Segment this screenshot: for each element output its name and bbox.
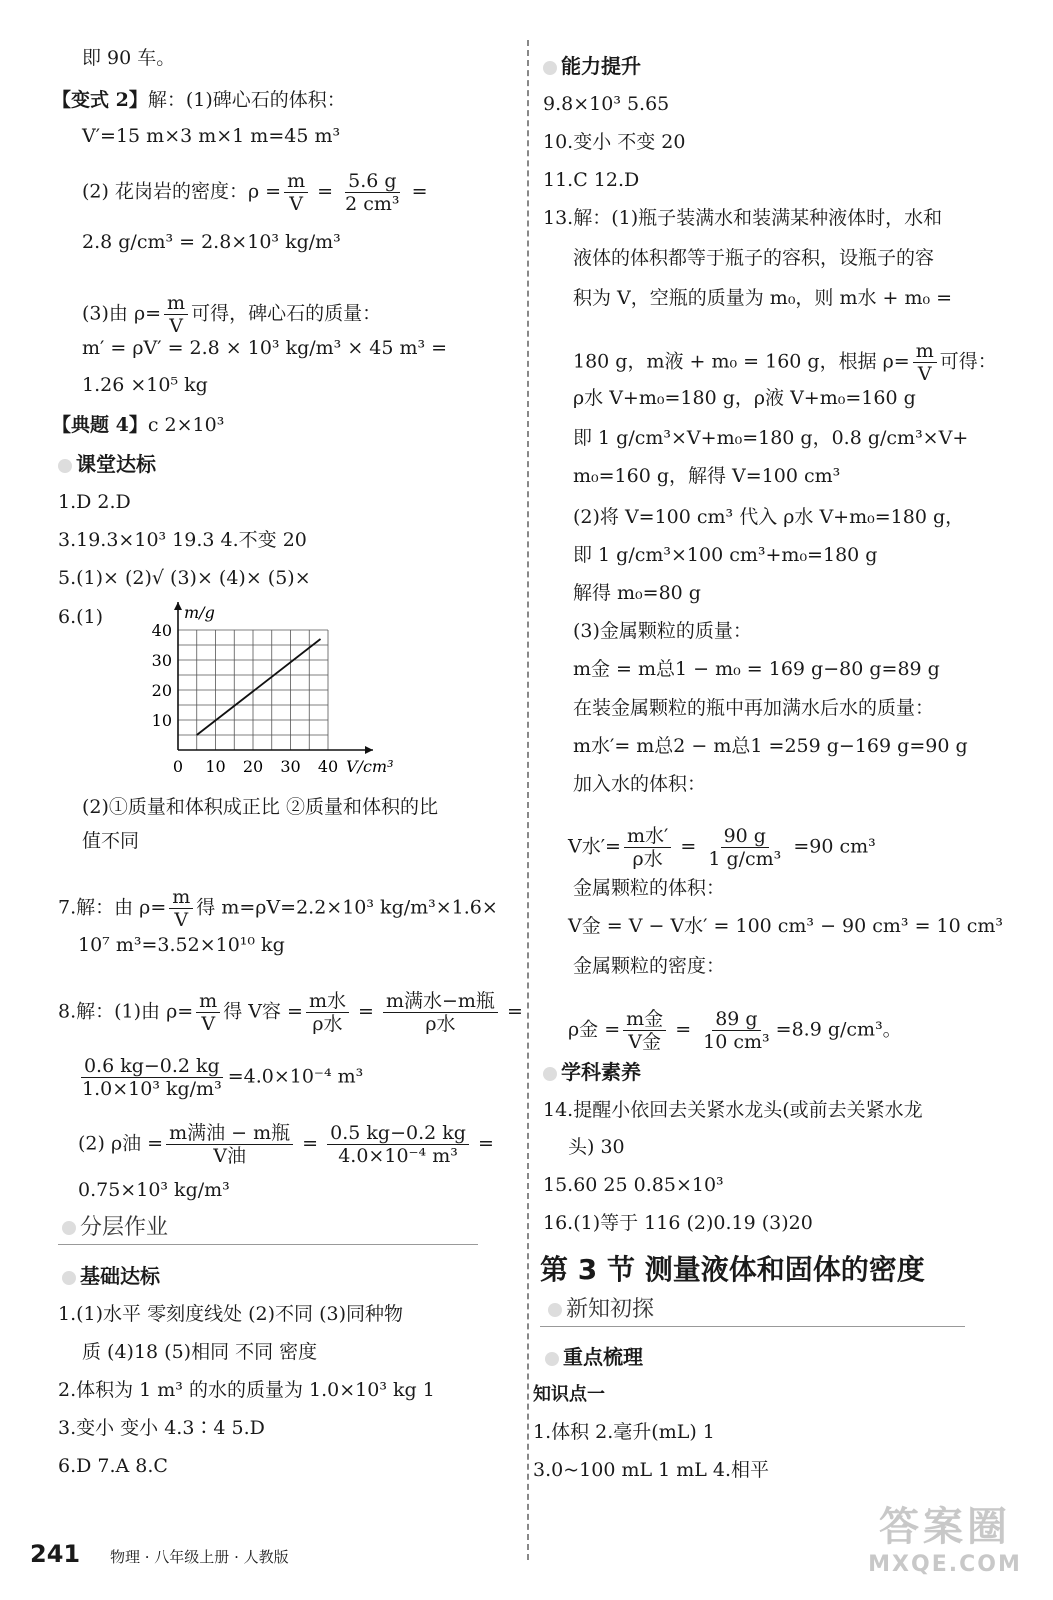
divider-rule [58, 1244, 478, 1245]
section-heading: 基础达标 [62, 1264, 160, 1288]
answer-line: 1.26 ×10⁵ kg [82, 374, 208, 396]
answer-line: m₀=160 g，解得 V=100 cm³ [573, 465, 841, 487]
y-tick-label: 40 [151, 621, 172, 640]
answer-text: 可得，碑心石的质量： [191, 302, 382, 325]
answer-line: 9.8×10³ 5.65 [543, 93, 670, 115]
section-heading: 课堂达标 [58, 452, 156, 476]
answer-line [82, 292, 381, 337]
answer-line: 加入水的体积： [573, 773, 707, 795]
heading-bullet-icon [548, 1303, 562, 1317]
knowledge-point-label: 知识点一 [533, 1384, 605, 1405]
x-axis-arrow-icon [365, 746, 373, 754]
answer-text: (2) 花岗岩的密度：ρ = [82, 180, 282, 203]
y-tick-label: 30 [151, 651, 172, 670]
answer-line: 金属颗粒的体积： [573, 877, 726, 899]
x-tick-label: 30 [280, 757, 301, 776]
answer-line: V金 = V − V水′ = 100 cm³ − 90 cm³ = 10 cm³ [568, 915, 1004, 937]
answer-line: 14.提醒小依回去关紧水龙头(或前去关紧水龙 [543, 1099, 923, 1121]
fraction: $\frac{m}{V}$ [196, 990, 220, 1035]
answer-line: $\frac{0.6 kg-0.2 kg}{\text{1.0×10³ kg/m³}}$ =4.0×10⁻⁴ m³ [76, 1055, 363, 1100]
answer-line: V′=15 m×3 m×1 m=45 m³ [82, 125, 341, 147]
section-heading: 重点梳理 [545, 1345, 643, 1369]
section-banner: 新知初探 [548, 1292, 654, 1323]
answer-line: 即 1 g/cm³×V+m₀=180 g，0.8 g/cm³×V+ [573, 427, 969, 449]
answer-line: 0.75×10³ kg/m³ [78, 1179, 230, 1201]
answer-line: 13.解：(1)瓶子装满水和装满某种液体时，水和 [543, 207, 943, 229]
mass-volume-chart [140, 598, 400, 783]
answer-line: 2.体积为 1 m³ 的水的质量为 1.0×10³ kg 1 [58, 1379, 435, 1401]
heading-bullet-icon [545, 1352, 559, 1366]
answer-line: 6.(1) [58, 606, 104, 628]
answer-line: 1.(1)水平 零刻度线处 (2)不同 (3)同种物 [58, 1303, 403, 1325]
heading-bullet-icon [543, 61, 557, 75]
fraction: $\frac{m}{V}$ [169, 886, 193, 931]
answer-line: 10⁷ m³=3.52×10¹⁰ kg [78, 934, 285, 956]
section-banner: 分层作业 [62, 1210, 168, 1241]
answer-line: 3.变小 变小 4.3∶4 5.D [58, 1417, 265, 1439]
answer-line: 积为 V，空瓶的质量为 m₀，则 m水 + m₀ = [573, 287, 953, 309]
variant-label: 【变式 2】 [52, 89, 148, 111]
heading-bullet-icon [543, 1067, 557, 1081]
x-tick-label: 0 [172, 757, 184, 776]
answer-line: ρ金 = $\frac{\text{m金}}{\text{V金}}$ = $\frac{89 g}{\text{10 cm³}}$ =8.9 g/cm³。 [568, 1008, 902, 1053]
answer-line: m金 = m总1 − m₀ = 169 g−80 g=89 g [573, 658, 940, 680]
answer-line: 3.0~100 mL 1 mL 4.相平 [533, 1459, 770, 1481]
fraction: $\frac{0.5 kg-0.2 kg}{\text{4.0×10⁻⁴ m³}}$ [327, 1122, 469, 1167]
fraction: $\frac{\text{m水′}}{\text{ρ水}}$ [624, 825, 671, 870]
answer-line: (2)将 V=100 cm³ 代入 ρ水 V+m₀=180 g， [573, 506, 965, 528]
answer-line: (2) 花岗岩的密度：ρ = $\frac{m}{V}$ = $\frac{5.6 g}{\text{2 cm³}}$ = [82, 170, 428, 215]
answer-line: 180 g，m液 + m₀ = 160 g，根据 ρ= $\frac{m}{V}$ 可得： [573, 340, 997, 385]
answer-line: m水′= m总2 − m总1 =259 g−169 g=90 g [573, 735, 968, 757]
y-tick-label: 20 [151, 681, 172, 700]
x-tick-label: 10 [205, 757, 226, 776]
answer-line: (2)①质量和体积成正比 ②质量和体积的比 [82, 796, 438, 818]
answer-line: 10.变小 不变 20 [543, 131, 686, 153]
divider-rule [540, 1326, 965, 1327]
answer-line: V水′= $\frac{\text{m水′}}{\text{ρ水}}$ = $\frac{90 g}{\text{1 g/cm³}}$ =90 cm³ [568, 825, 876, 870]
y-tick-label: 10 [151, 711, 172, 730]
answer-line: 1.D 2.D [58, 491, 131, 513]
answer-line: 11.C 12.D [543, 169, 640, 191]
heading-bullet-icon [62, 1271, 76, 1285]
answer-text: c 2×10³ [147, 414, 225, 436]
fraction: $\frac{m}{V}$ [164, 292, 188, 337]
fraction: $\frac{90 g}{\text{1 g/cm³}}$ [708, 825, 782, 870]
fraction: $\frac{0.6 kg-0.2 kg}{\text{1.0×10³ kg/m³}}$ [82, 1055, 222, 1100]
answer-line: 值不同 [82, 830, 140, 852]
answer-line [52, 88, 346, 112]
answer-line: 5.(1)× (2)√ (3)× (4)× (5)× [58, 567, 311, 589]
heading-bullet-icon [58, 459, 72, 473]
answer-line: (3)金属颗粒的质量： [573, 620, 752, 642]
answer-line: 1.体积 2.毫升(mL) 1 [533, 1421, 715, 1443]
answer-line: 质 (4)18 (5)相同 不同 密度 [82, 1341, 318, 1363]
column-divider [527, 40, 529, 1560]
answer-line: 解得 m₀=80 g [573, 582, 701, 604]
fraction: $\frac{5.6 g}{\text{2 cm³}}$ [345, 170, 400, 215]
fraction: $\frac{m}{V}$ [913, 340, 937, 385]
y-axis-arrow-icon [174, 602, 182, 610]
answer-line: 3.19.3×10³ 19.3 4.不变 20 [58, 529, 307, 551]
answer-line: 即 90 车。 [82, 47, 176, 69]
section-heading: 学科素养 [543, 1060, 641, 1084]
book-title: 物理 · 八年级上册 · 人教版 [110, 1548, 289, 1566]
heading-bullet-icon [62, 1221, 76, 1235]
answer-text: 解：(1)碑心石的体积： [147, 89, 346, 111]
page-number: 241 [30, 1540, 81, 1568]
x-tick-label: 20 [242, 757, 264, 776]
answer-line: 2.8 g/cm³ = 2.8×10³ kg/m³ [82, 231, 341, 253]
x-axis-label: V/cm³ [346, 757, 394, 776]
answer-line: 8.解：(1)由 ρ= $\frac{m}{V}$ 得 V容 = $\frac{\text{m水}}{\text{ρ水}}$ = $\frac{\text{m满水−m瓶}}{\text{ρ水}}$ = [58, 990, 523, 1035]
answer-text: (3)由 ρ= [82, 302, 162, 325]
answer-line: (2) ρ油 = $\frac{\text{m满油 − m瓶}}{\text{V油}}$ = $\frac{0.5 kg-0.2 kg}{\text{4.0×10⁻⁴ m³}}$ = [78, 1122, 494, 1167]
answer-line: 液体的体积都等于瓶子的容积，设瓶子的容 [573, 247, 935, 269]
fraction: $\frac{\text{m水}}{\text{ρ水}}$ [306, 990, 349, 1035]
fraction: $\frac{\text{m满水−m瓶}}{\text{ρ水}}$ [383, 990, 498, 1035]
answer-line: 即 1 g/cm³×100 cm³+m₀=180 g [573, 544, 878, 566]
fraction: $\frac{m}{V}$ [284, 170, 308, 215]
answer-line [52, 413, 224, 437]
answer-line: 在装金属颗粒的瓶中再加满水后水的质量： [573, 697, 935, 719]
section-title: 第 3 节 测量液体和固体的密度 [540, 1253, 925, 1286]
answer-line: ρ水 V+m₀=180 g，ρ液 V+m₀=160 g [573, 387, 916, 409]
section-heading: 能力提升 [543, 54, 641, 78]
answer-line: 7.解：由 ρ= $\frac{m}{V}$ 得 m=ρV=2.2×10³ kg/m³×1.6× [58, 886, 498, 931]
answer-line: 6.D 7.A 8.C [58, 1455, 168, 1477]
fraction: $\frac{89 g}{\text{10 cm³}}$ [703, 1008, 770, 1053]
answer-line: 金属颗粒的密度： [573, 955, 726, 977]
answer-line: m′ = ρV′ = 2.8 × 10³ kg/m³ × 45 m³ = [82, 337, 448, 359]
fraction: $\frac{\text{m满油 − m瓶}}{\text{V油}}$ [166, 1122, 293, 1167]
x-tick-label: 40 [317, 757, 339, 776]
example-label: 【典题 4】 [52, 414, 148, 436]
y-axis-label: m/g [184, 603, 215, 622]
watermark: 答案圈 MXQE.COM [868, 1504, 1022, 1577]
answer-line: 16.(1)等于 116 (2)0.19 (3)20 [543, 1212, 813, 1234]
answer-line: 15.60 25 0.85×10³ [543, 1174, 724, 1196]
answer-line: 头) 30 [568, 1136, 625, 1158]
fraction: $\frac{\text{m金}}{\text{V金}}$ [623, 1008, 666, 1053]
